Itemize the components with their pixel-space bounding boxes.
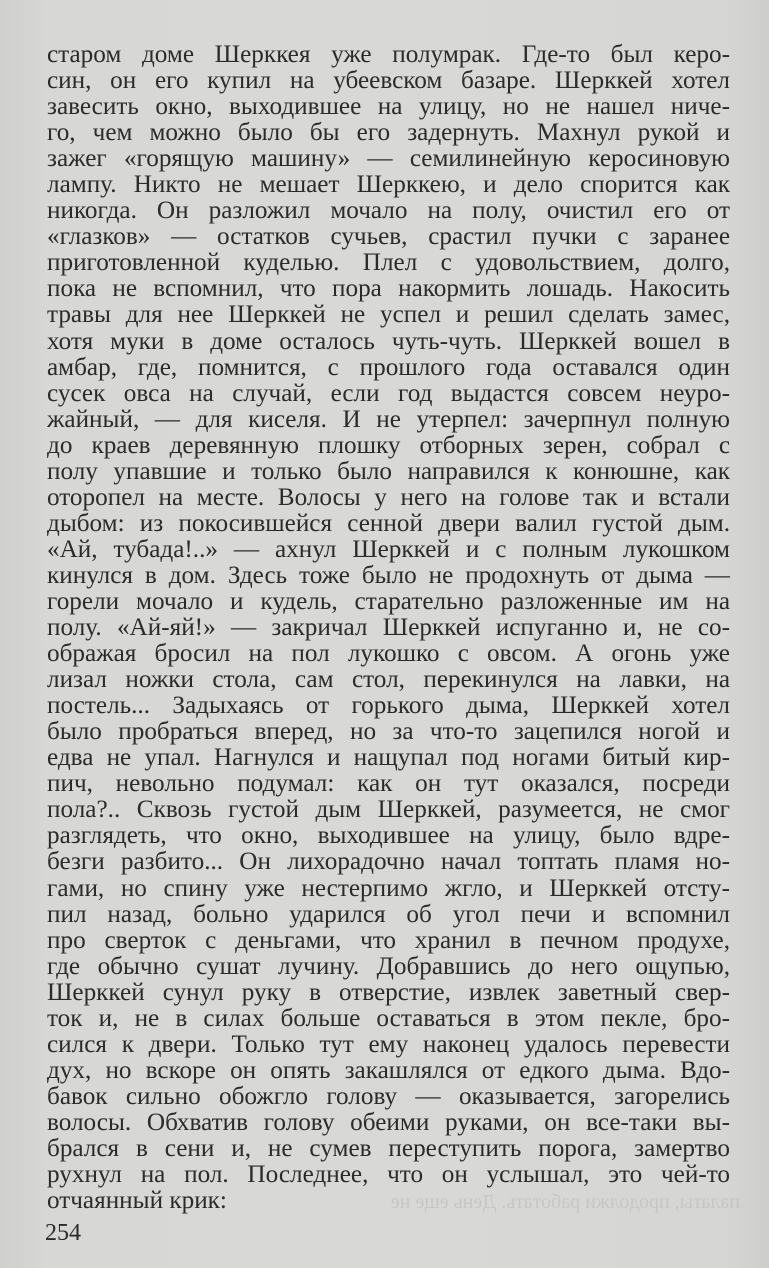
text-line: го, чем можно было бы его задернуть. Махнул рукой и: [47, 119, 730, 147]
text-line: волосы. Обхватив голову обеими руками, он все-таки вы-: [47, 1108, 730, 1136]
text-line: рухнул на пол. Последнее, что он услышал, это чей-то: [47, 1161, 730, 1189]
text-line: пола?.. Сквозь густой дым Шерккей, разумеется, не смог: [47, 796, 730, 824]
bleed-through-text: палаты, продолжи работать. День еще не: [390, 1191, 740, 1213]
text-line: пока не вспомнил, что пора накормить лошадь. Накосить: [47, 275, 730, 303]
text-line: дух, но вскоре он опять закашлялся от едкого дыма. Вдо-: [47, 1056, 730, 1084]
text-line: лизал ножки стола, сам стол, перекинулся на лавки, на: [47, 666, 730, 694]
text-line: брался в сени и, не сумев переступить порога, замертво: [47, 1134, 730, 1162]
text-line: едва не упал. Нагнулся и нащупал под ногами битый кир-: [47, 744, 730, 772]
text-line: горели мочало и кудель, старательно разложенные им на: [47, 587, 730, 615]
text-line: безги разбито... Он лихорадочно начал топтать пламя но-: [47, 848, 730, 876]
text-line: полу упавшие и только было направился к конюшне, как: [47, 457, 730, 485]
text-line: было пробраться вперед, но за что-то зацепился ногой и: [47, 718, 730, 746]
text-line: пил назад, больно ударился об угол печи и вспомнил: [47, 900, 730, 928]
text-line: полу. «Ай-яй!» — закричал Шерккей испуганно и, не со-: [47, 614, 730, 642]
text-line: до краев деревянную плошку отборных зерен, собрал с: [47, 431, 730, 459]
text-line: приготовленной куделью. Плел с удовольствием, долго,: [47, 249, 730, 277]
text-line: кинулся в дом. Здесь тоже было не продохнуть от дыма —: [47, 561, 730, 589]
text-line: дыбом: из покосившейся сенной двери валил густой дым.: [47, 509, 730, 537]
body-text: [47, 42, 730, 1214]
text-line: постель... Задыхаясь от горького дыма, Шерккей хотел: [47, 692, 730, 720]
text-line: травы для нее Шерккей не успел и решил сделать замес,: [47, 301, 730, 329]
text-line: старом доме Шерккея уже полумрак. Где-то был керо-: [47, 41, 730, 68]
text-line: пич, невольно подумал: как он тут оказался, посреди: [47, 770, 730, 798]
text-line: оторопел на месте. Волосы у него на голове так и встали: [47, 483, 730, 511]
text-line: разглядеть, что окно, выходившее на улицу, было вдре-: [47, 822, 730, 850]
text-line: гами, но спину уже нестерпимо жгло, и Шерккей отсту-: [47, 874, 730, 902]
text-line: где обычно сушат лучину. Добравшись до него ощупью,: [47, 952, 730, 980]
text-line: Шерккей сунул руку в отверстие, извлек заветный свер-: [47, 978, 730, 1006]
text-line: про сверток с деньгами, что хранил в печном продухе,: [47, 926, 730, 954]
text-line: ток и, не в силах больше оставаться в этом пекле, бро-: [47, 1004, 730, 1032]
page-number: 254: [45, 1220, 81, 1246]
text-line: зажег «горящую машину» — семилинейную керосиновую: [47, 145, 730, 173]
text-line: «Ай, тубада!..» — ахнул Шерккей и с полным лукошком: [47, 535, 730, 563]
text-line: бавок сильно обожгло голову — оказывается, загорелись: [47, 1082, 730, 1110]
text-line: сился к двери. Только тут ему наконец удалось перевести: [47, 1030, 730, 1058]
text-line: ображая бросил на пол лукошко с овсом. А огонь уже: [47, 640, 730, 668]
text-line: «глазков» — остатков сучьев, срастил пучки с заранее: [47, 223, 730, 251]
text-line: никогда. Он разложил мочало на полу, очистил его от: [47, 197, 730, 225]
text-line: хотя муки в доме осталось чуть-чуть. Шерккей вошел в: [47, 327, 730, 355]
text-line: завесить окно, выходившее на улицу, но не нашел ниче-: [47, 93, 730, 121]
text-line: жайный, — для киселя. И не утерпел: зачерпнул полную: [47, 405, 730, 433]
text-line: син, он его купил на убеевском базаре. Шерккей хотел: [47, 67, 730, 95]
text-line: сусек овса на случай, если год выдастся совсем неуро-: [47, 379, 730, 407]
text-line: амбар, где, помнится, с прошлого года оставался один: [47, 353, 730, 381]
text-line-last: отчаянный крик:: [47, 1187, 227, 1215]
text-line: лампу. Никто не мешает Шерккею, и дело спорится как: [47, 171, 730, 199]
